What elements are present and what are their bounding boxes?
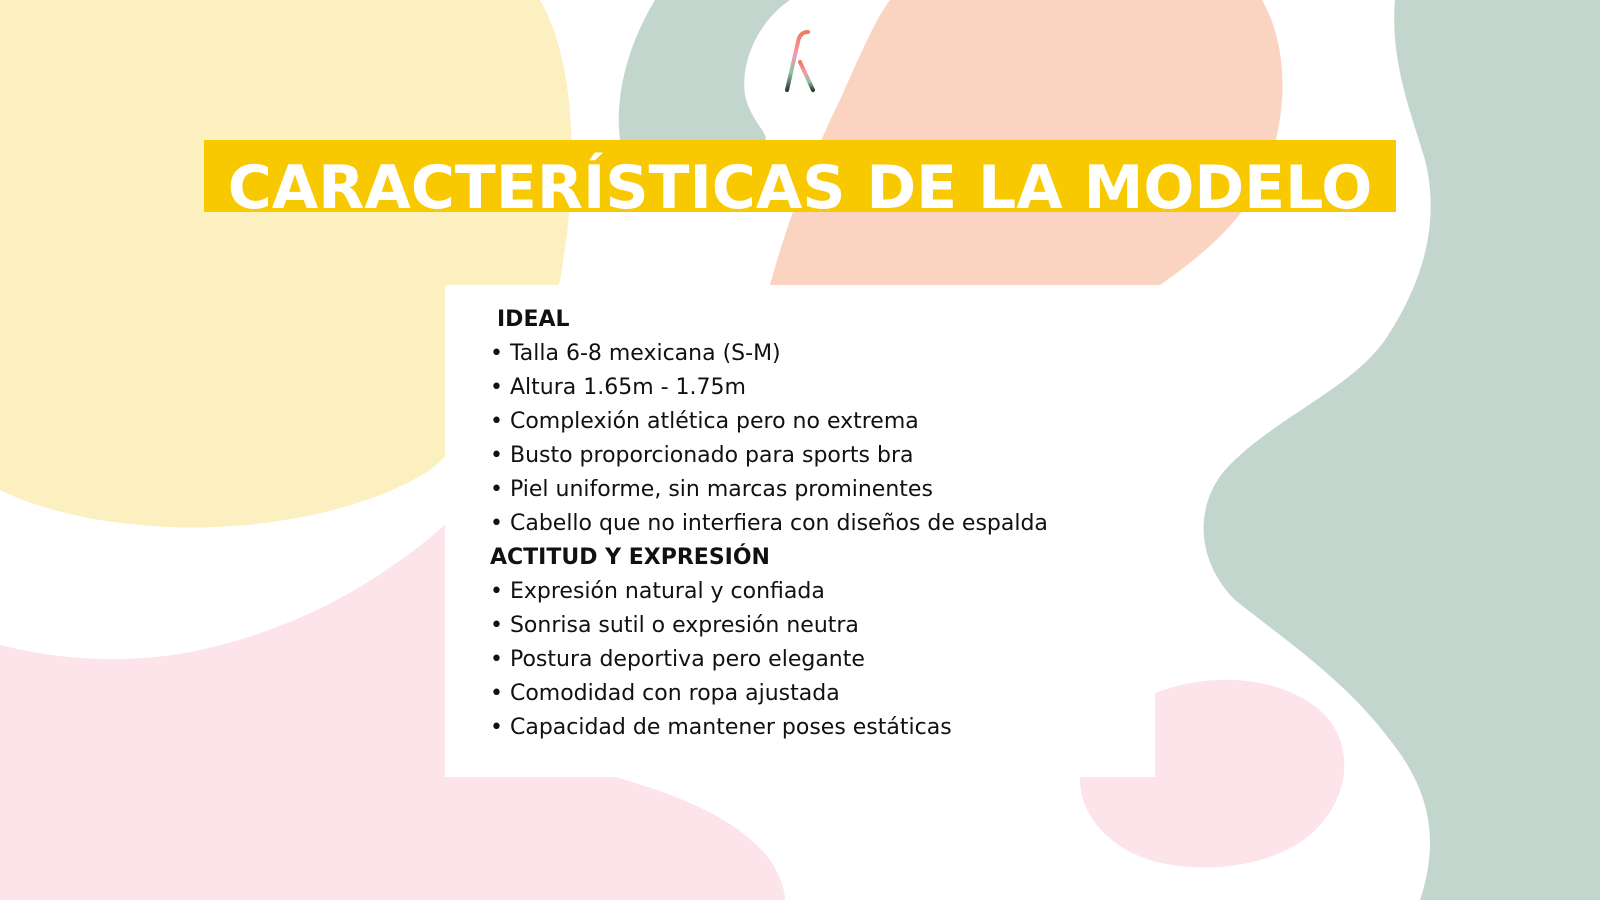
- title-bar: [204, 140, 1396, 212]
- list-item: • Talla 6-8 mexicana (S-M): [490, 341, 781, 366]
- card-content: [490, 303, 1140, 745]
- green-blob-top: [619, 0, 790, 140]
- content-card: [445, 285, 1155, 777]
- stylized-f-logo-icon: [778, 30, 824, 94]
- list-item: • Altura 1.65m - 1.75m: [490, 375, 746, 400]
- section-heading-ideal: IDEAL: [497, 307, 570, 332]
- list-item: • Comodidad con ropa ajustada: [490, 681, 840, 706]
- list-item: • Busto proporcionado para sports bra: [490, 443, 914, 468]
- list-item: • Complexión atlética pero no extrema: [490, 409, 919, 434]
- list-item: • Sonrisa sutil o expresión neutra: [490, 613, 859, 638]
- list-item: • Capacidad de mantener poses estáticas: [490, 715, 952, 740]
- list-item: • Cabello que no interfiera con diseños de espalda: [490, 511, 1048, 536]
- list-item: • Postura deportiva pero elegante: [490, 647, 865, 672]
- page-title: CARACTERÍSTICAS DE LA MODELO: [227, 153, 1373, 212]
- list-item: • Piel uniforme, sin marcas prominentes: [490, 477, 933, 502]
- section-heading-actitud: ACTITUD Y EXPRESIÓN: [490, 545, 770, 570]
- list-item: • Expresión natural y confiada: [490, 579, 825, 604]
